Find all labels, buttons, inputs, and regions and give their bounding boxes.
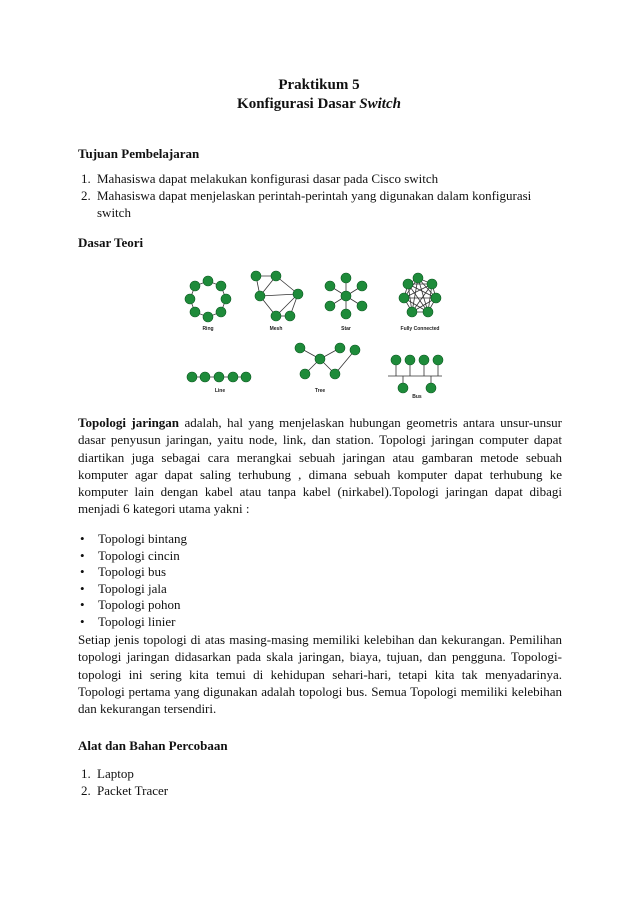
theory-paragraph bbox=[78, 414, 562, 518]
list-text: Topologi bus bbox=[98, 564, 167, 580]
list-item bbox=[78, 581, 187, 598]
label-bus: Bus bbox=[412, 394, 422, 400]
list-text: Topologi linier bbox=[98, 613, 176, 629]
bullet-icon: • bbox=[80, 597, 85, 613]
bullet-icon: • bbox=[80, 547, 85, 563]
label-fully-connected: Fully Connected bbox=[400, 326, 440, 332]
network-node-icon bbox=[216, 281, 226, 291]
subtitle-text: Konfigurasi Dasar bbox=[237, 96, 360, 112]
term-bold: Topologi jaringan bbox=[78, 415, 180, 430]
network-node-icon bbox=[407, 307, 417, 317]
objectives-list bbox=[78, 170, 568, 221]
list-number: 1. bbox=[81, 766, 91, 781]
theory-paragraph-2: Setiap jenis topologi di atas masing-masing memiliki kelebihan dan kekurangan. Pemilihan topologi jaringan didasarkan pada skala jaringan, biaya, tujuan, dan pengguna. Topologi-topologi ini sering kita temui di kehidupan sehari-hari, tetapi kita tak menyadarinya. Topologi pertama yang digunakan adalah topologi bus. Semua Topologi memiliki kelebihan dan kekurangan tersendiri. bbox=[78, 632, 562, 717]
bullet-icon: • bbox=[80, 531, 85, 546]
network-node-icon bbox=[398, 383, 408, 393]
materials-list bbox=[78, 765, 568, 799]
network-node-icon bbox=[341, 273, 351, 283]
network-node-icon bbox=[255, 291, 265, 301]
label-star: Star bbox=[341, 326, 351, 332]
list-item bbox=[78, 597, 187, 614]
network-node-icon bbox=[433, 355, 443, 365]
network-node-icon bbox=[285, 311, 295, 321]
network-node-icon bbox=[431, 293, 441, 303]
network-node-icon bbox=[426, 383, 436, 393]
label-tree: Tree bbox=[314, 388, 326, 394]
network-node-icon bbox=[357, 301, 367, 311]
list-number: 2. bbox=[81, 188, 91, 203]
network-node-icon bbox=[271, 311, 281, 321]
network-node-icon bbox=[350, 345, 360, 355]
list-text: Topologi bintang bbox=[98, 531, 188, 546]
list-text: Mahasiswa dapat menjelaskan perintah-perintah yang digunakan dalam konfigurasi switch bbox=[97, 188, 532, 220]
label-ring: Ring bbox=[202, 326, 214, 332]
topology-list bbox=[78, 531, 187, 631]
list-number: 1. bbox=[81, 171, 91, 186]
list-text: Topologi cincin bbox=[98, 547, 180, 563]
list-text: Mahasiswa dapat melakukan konfigurasi dasar pada Cisco switch bbox=[97, 171, 439, 186]
network-node-icon bbox=[335, 343, 345, 353]
network-node-icon bbox=[405, 355, 415, 365]
list-item bbox=[78, 531, 187, 548]
topology-nodes bbox=[185, 271, 443, 393]
network-node-icon bbox=[216, 307, 226, 317]
paragraph-text: adalah, hal yang menjelaskan hubungan geometris antara unsur-unsur dasar penyusun jaringan, yaitu node, link, dan station. Topologi jaringan computer dapat diartikan juga sebagai cara merangkai sebuah jaringan atau gambaran metode sebuah komputer agar dapat saling terhubung , dimana sebuah komputer dapat terhubung ke komputer lain dengan kabel atau tanpa kabel (nirkabel).Topologi jaringan dapat dibagi menjadi 6 kategori utama yakni : bbox=[78, 415, 562, 517]
list-item bbox=[78, 170, 568, 187]
network-node-icon bbox=[325, 301, 335, 311]
list-text: Laptop bbox=[97, 766, 134, 781]
network-node-icon bbox=[203, 276, 213, 286]
list-text: Packet Tracer bbox=[97, 783, 169, 798]
network-node-icon bbox=[419, 355, 429, 365]
bullet-icon: • bbox=[80, 564, 85, 580]
network-node-icon bbox=[315, 354, 325, 364]
bullet-icon: • bbox=[80, 613, 85, 629]
network-node-icon bbox=[185, 294, 195, 304]
list-text: Topologi pohon bbox=[98, 597, 181, 613]
network-node-icon bbox=[271, 271, 281, 281]
list-item bbox=[78, 765, 568, 782]
list-item bbox=[78, 187, 568, 221]
network-node-icon bbox=[341, 309, 351, 319]
bullet-icon: • bbox=[80, 580, 85, 596]
label-line: Line bbox=[214, 388, 226, 394]
network-node-icon bbox=[427, 279, 437, 289]
subtitle-italic: Switch bbox=[359, 96, 401, 112]
network-node-icon bbox=[190, 281, 200, 291]
network-node-icon bbox=[203, 312, 213, 322]
network-node-icon bbox=[221, 294, 231, 304]
network-node-icon bbox=[293, 289, 303, 299]
list-number: 2. bbox=[81, 783, 91, 798]
network-node-icon bbox=[413, 273, 423, 283]
topology-diagram bbox=[180, 264, 460, 404]
list-item bbox=[78, 614, 187, 631]
network-node-icon bbox=[300, 369, 310, 379]
network-node-icon bbox=[190, 307, 200, 317]
document-title: Praktikum 5 bbox=[278, 77, 360, 93]
network-node-icon bbox=[330, 369, 340, 379]
network-node-icon bbox=[325, 281, 335, 291]
network-node-icon bbox=[251, 271, 261, 281]
list-text: Topologi jala bbox=[98, 580, 167, 596]
list-item bbox=[78, 564, 187, 581]
document-subtitle bbox=[0, 96, 638, 113]
network-node-icon bbox=[214, 372, 224, 382]
objectives-heading: Tujuan Pembelajaran bbox=[78, 146, 200, 161]
network-node-icon bbox=[228, 372, 238, 382]
materials-heading: Alat dan Bahan Percobaan bbox=[78, 738, 228, 753]
network-node-icon bbox=[423, 307, 433, 317]
network-node-icon bbox=[403, 279, 413, 289]
network-node-icon bbox=[391, 355, 401, 365]
network-node-icon bbox=[200, 372, 210, 382]
list-item bbox=[78, 548, 187, 565]
network-node-icon bbox=[241, 372, 251, 382]
list-item bbox=[78, 782, 568, 799]
network-node-icon bbox=[399, 293, 409, 303]
network-node-icon bbox=[357, 281, 367, 291]
theory-heading: Dasar Teori bbox=[78, 235, 144, 250]
network-node-icon bbox=[187, 372, 197, 382]
network-node-icon bbox=[295, 343, 305, 353]
label-mesh: Mesh bbox=[269, 326, 283, 332]
network-node-icon bbox=[341, 291, 351, 301]
